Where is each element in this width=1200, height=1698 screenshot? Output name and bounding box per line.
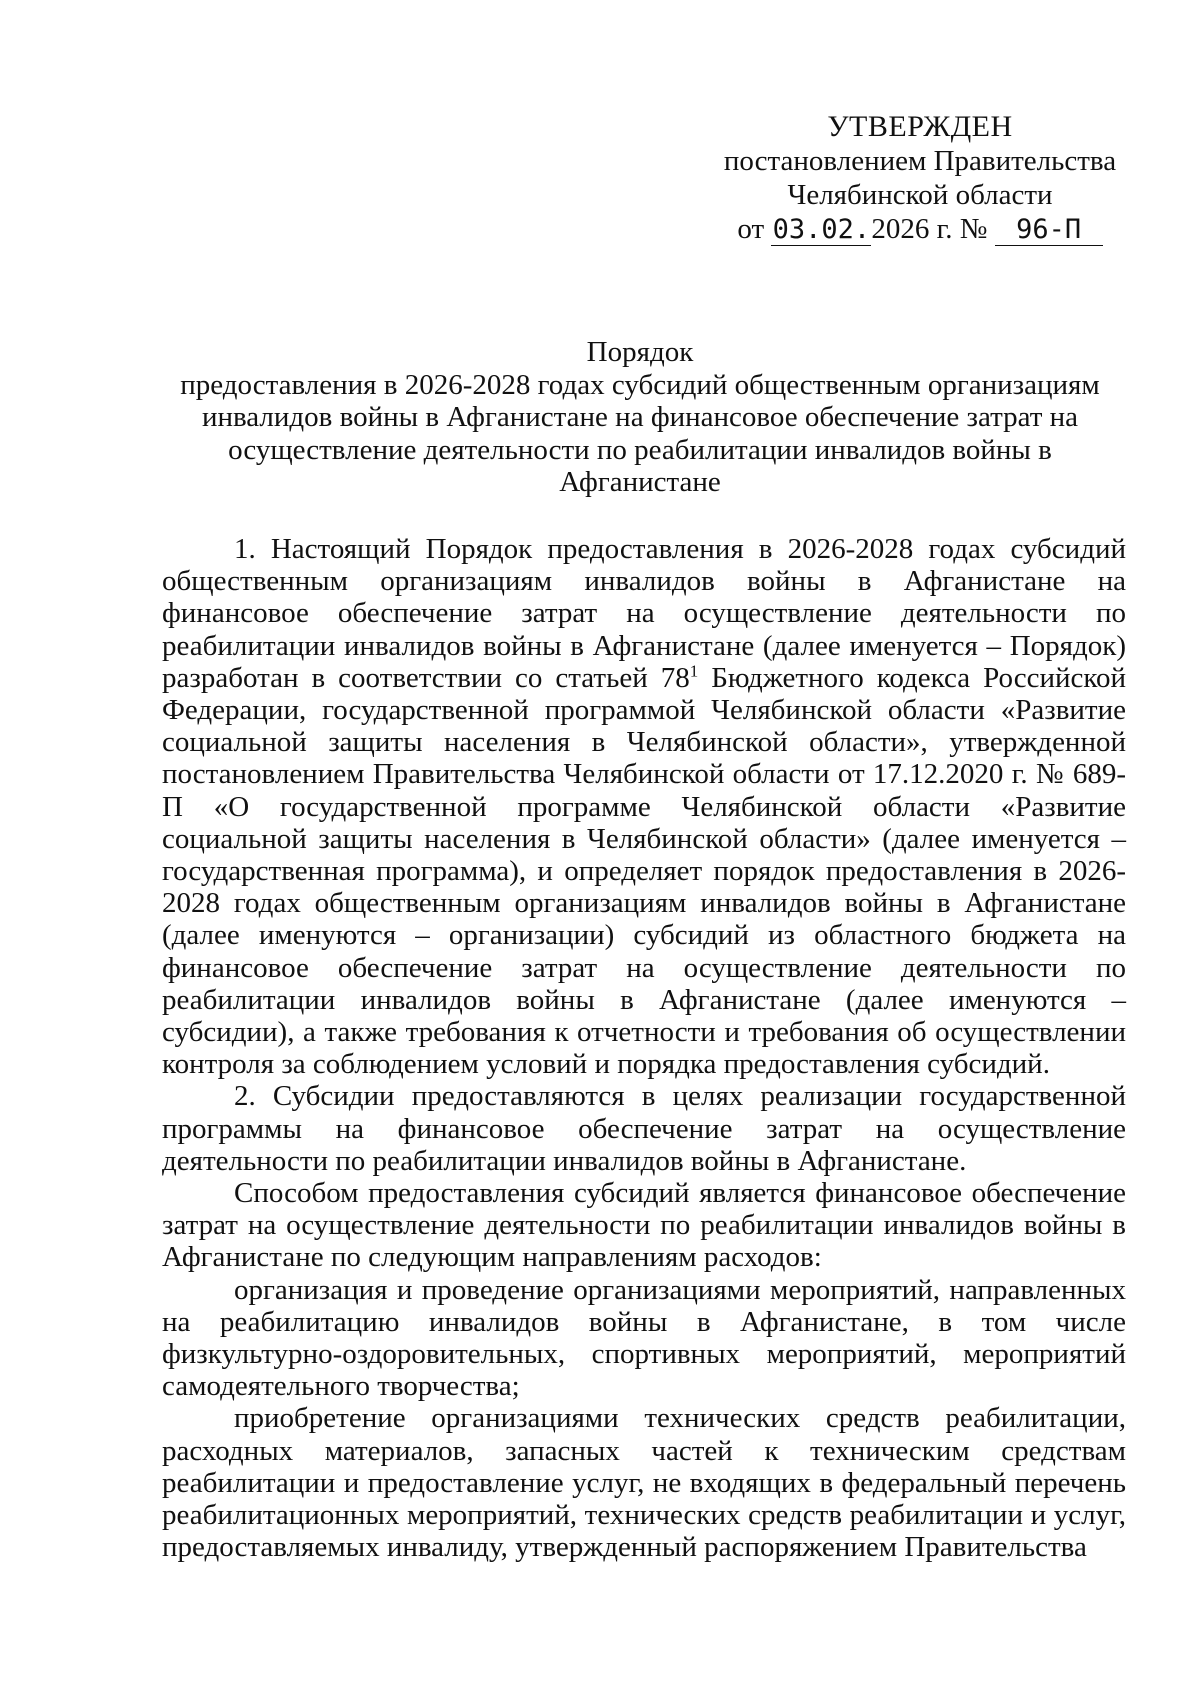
paragraph-1 <box>162 533 1126 1080</box>
approval-line-1: постановлением Правительства <box>723 145 1117 177</box>
article-superscript: 1 <box>689 661 699 681</box>
approval-year: 2026 г. № <box>871 213 988 245</box>
approval-date-line <box>700 212 1140 246</box>
paragraph-5: приобретение организациями технических средств реабилитации, расходных материалов, запасных частей к техническим средствам реабилитации и предоставление услуг, не входящих в федеральный перечень реабилитационных мероприятий, технических средств реабилитации и услуг, предоставляемых инвалиду, утвержденный распоряжением Правительства <box>162 1402 1126 1564</box>
approval-block <box>700 110 1140 246</box>
approval-line-2: Челябинской области <box>787 179 1053 211</box>
document-title-block <box>150 336 1130 499</box>
paragraph-4: организация и проведение организациями мероприятий, направленных на реабилитацию инвалидов войны в Афганистане, в том числе физкультурно-оздоровительных, спортивных мероприятий, мероприятий самодеятельного творчества; <box>162 1273 1126 1403</box>
approval-date: 03.02. <box>772 214 871 245</box>
approval-heading: УТВЕРЖДЕН <box>827 110 1013 143</box>
paragraph-1-text-b: Бюджетного кодекса Российской Федерации, государственной программой Челябинской области «Развитие социальной защиты населения в Челябинской области», утвержденной постановлением Правительства Челябинской области от 17.12.2020 г. № 689-П «О государственной программе Челябинской области «Развитие социальной защиты населения в Челябинской области» (далее именуется – государственная программа), и определяет порядок предоставления в 2026-2028 годах общественным организациям инвалидов войны в Афганистане (далее именуются – организации) субсидий из областного бюджета на финансовое обеспечение затрат на осуществление деятельности по реабилитации инвалидов войны в Афганистане (далее именуются – субсидии), а также требования к отчетности и требования об осуществлении контроля за соблюдением условий и порядка предоставления субсидий. <box>162 661 1126 1081</box>
document-title: Порядок <box>586 336 694 368</box>
paragraph-2: 2. Субсидии предоставляются в целях реализации государственной программы на финансовое обеспечение затрат на осуществление деятельности по реабилитации инвалидов войны в Афганистане. <box>162 1080 1126 1177</box>
approval-number: 96-П <box>995 215 1103 246</box>
paragraph-3: Способом предоставления субсидий является финансовое обеспечение затрат на осуществление деятельности по реабилитации инвалидов войны в Афганистане по следующим направлениям расходов: <box>162 1177 1126 1274</box>
document-subtitle: предоставления в 2026-2028 годах субсидий общественным организациям инвалидов войны в Афганистане на финансовое обеспечение затрат на осуществление деятельности по реабилитации инвалидов войны в Афганистане <box>180 368 1100 498</box>
date-prefix: от <box>737 213 765 245</box>
paragraph-1-text-a: 1. Настоящий Порядок предоставления в 2026-2028 годах субсидий общественным организациям инвалидов войны в Афганистане на финансовое обеспечение затрат на осуществление деятельности по реабилитации инвалидов войны в Афганистане (далее именуется – Порядок) разработан в соответствии со статьей 78 <box>162 533 1126 694</box>
document-body <box>162 533 1126 1564</box>
